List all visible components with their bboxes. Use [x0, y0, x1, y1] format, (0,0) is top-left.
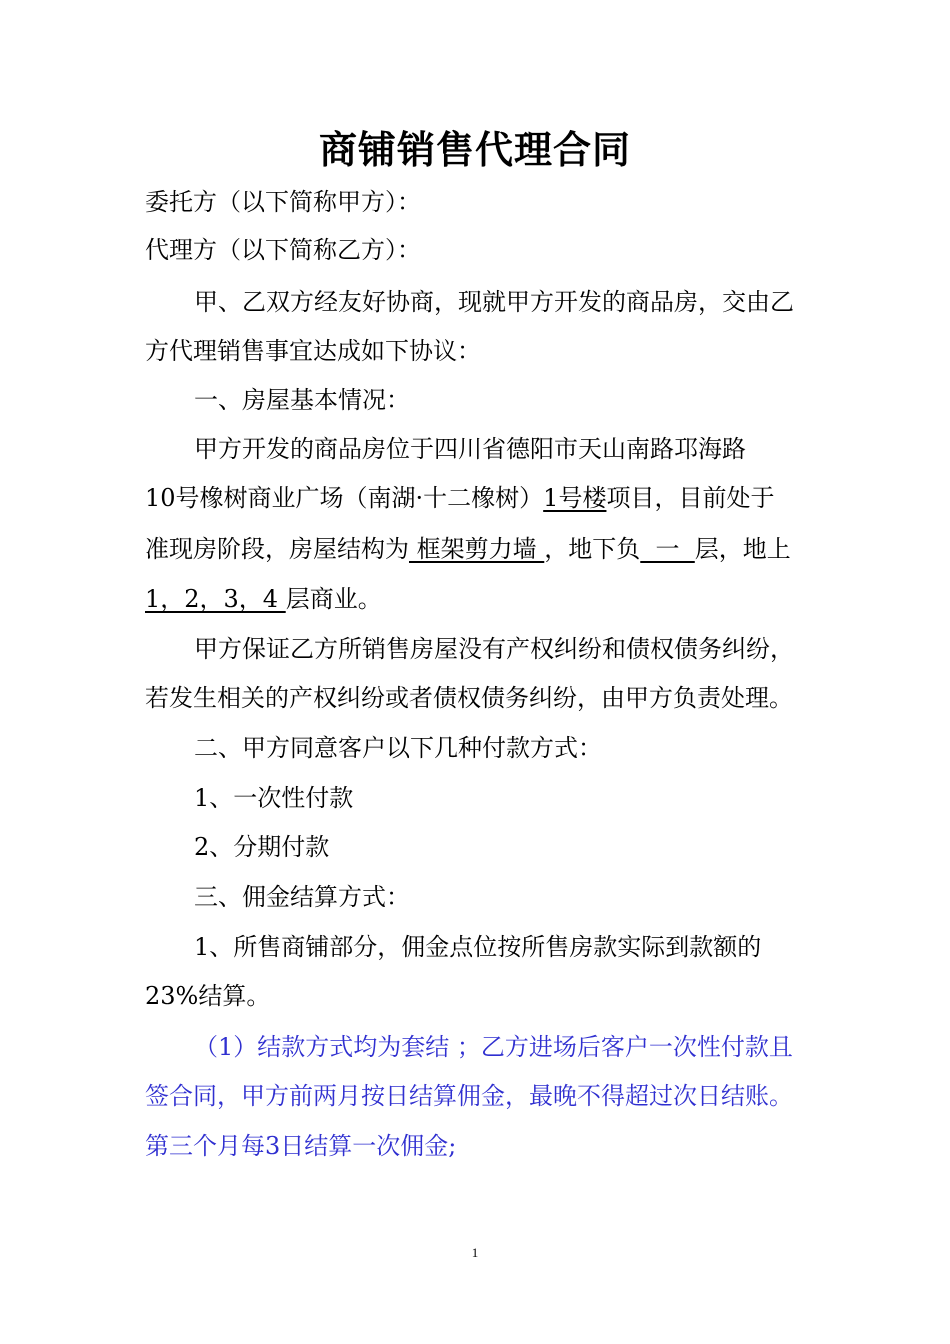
section-1-para-1-line-2: 10号橡树商业广场（南湖·十二橡树）1号楼项目，目前处于	[145, 484, 775, 512]
section-3-para-1-line-1: 1、所售商铺部分，佣金点位按所售房款实际到款额的	[194, 933, 762, 961]
section-3-heading: 三、佣金结算方式：	[194, 883, 410, 911]
intro-line-1: 甲、乙双方经友好协商，现就甲方开发的商品房，交由乙	[194, 288, 794, 316]
section-2-heading: 二、甲方同意客户以下几种付款方式：	[194, 734, 602, 762]
section-1-heading: 一、房屋基本情况：	[194, 386, 410, 414]
payment-item-2: 2、分期付款	[194, 833, 330, 861]
section-1-para-1-line-3: 准现房阶段，房屋结构为 框架剪力墙 ，地下负 一 层，地上	[145, 535, 791, 563]
page-number: 1	[471, 1245, 479, 1260]
above-ground-floors-field: 1，2，3，4	[145, 585, 286, 613]
section-3-para-2-line-3: 第三个月每3日结算一次佣金;	[145, 1132, 457, 1160]
structure-field: 框架剪力墙	[409, 535, 545, 563]
party-a-line: 委托方（以下简称甲方）：	[145, 188, 421, 216]
payment-item-1: 1、一次性付款	[194, 784, 354, 812]
section-3-para-1-line-2: 23%结算。	[145, 982, 271, 1010]
section-1-para-1-line-4: 1，2，3，4 层商业。	[145, 585, 382, 613]
section-3-para-2-line-1: （1）结款方式均为套结 ；乙方进场后客户一次性付款且	[194, 1033, 793, 1061]
section-1-para-2-line-2: 若发生相关的产权纠纷或者债权债务纠纷，由甲方负责处理。	[145, 684, 793, 712]
section-1-para-2-line-1: 甲方保证乙方所销售房屋没有产权纠纷和债权债务纠纷，	[194, 635, 794, 663]
contract-title: 商铺销售代理合同	[318, 128, 631, 172]
section-3-para-2-line-2: 签合同，甲方前两月按日结算佣金，最晚不得超过次日结账。	[145, 1082, 793, 1110]
intro-line-2: 方代理销售事宜达成如下协议：	[145, 337, 481, 365]
address-text: 10号橡树商业广场（南湖·十二橡树）	[145, 484, 544, 512]
party-b-line: 代理方（以下简称乙方）：	[145, 236, 421, 264]
basement-floor-field: 一	[640, 535, 695, 563]
building-number-field: 1号楼	[543, 484, 607, 512]
section-1-para-1-line-1: 甲方开发的商品房位于四川省德阳市天山南路邛海路	[194, 435, 746, 463]
